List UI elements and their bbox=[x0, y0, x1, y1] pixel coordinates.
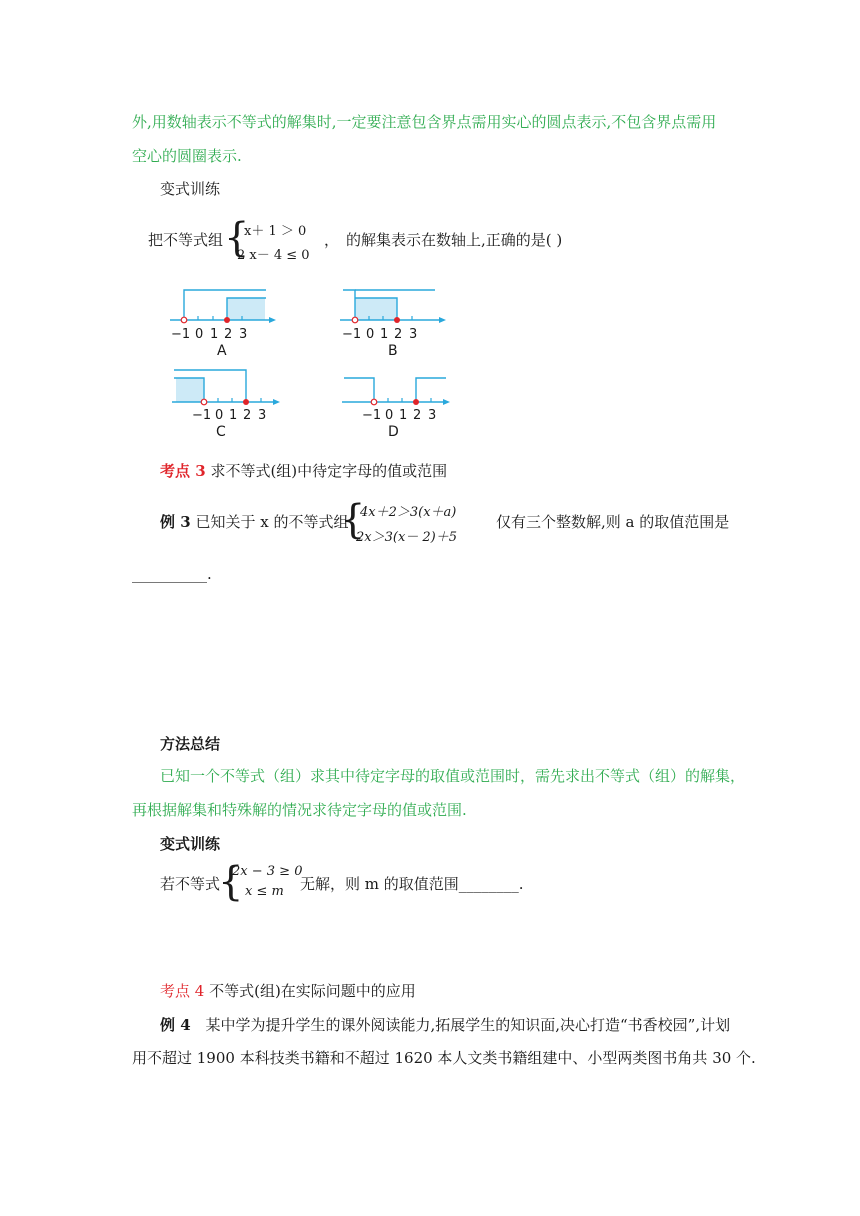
practice1-suffix: 的解集表示在数轴上,正确的是( ) bbox=[346, 231, 563, 249]
option-c-tick-label: 2 bbox=[243, 408, 252, 423]
note-line-2: 空心的圆圈表示. bbox=[132, 147, 242, 165]
option-a-number-line bbox=[168, 282, 288, 362]
option-c-axis-arrow bbox=[273, 399, 280, 405]
kaodian3-text: 求不等式(组)中待定字母的值或范围 bbox=[210, 462, 448, 480]
option-d-tick-label: 3 bbox=[428, 408, 437, 423]
option-c-tick-label: 1 bbox=[229, 408, 238, 423]
option-a-open-point bbox=[181, 317, 187, 323]
option-c-tick-label: 3 bbox=[258, 408, 267, 423]
option-b-tick-label: 2 bbox=[394, 327, 403, 342]
option-c-open-point bbox=[201, 399, 207, 405]
kaodian3-tag: 考点 3 bbox=[160, 462, 206, 480]
option-c-tick-label: −1 bbox=[192, 408, 212, 423]
method-line-2: 再根据解集和特殊解的情况求待定字母的值或范围. bbox=[132, 801, 467, 819]
practice2-prefix: 若不等式 bbox=[160, 875, 221, 893]
option-d-bracket-2 bbox=[416, 378, 446, 401]
option-b-bracket-1 bbox=[343, 290, 355, 319]
example3-ineq2: 2x＞3(x－ 2)＋5 bbox=[356, 530, 458, 545]
option-a-tick-label: 1 bbox=[210, 327, 219, 342]
example3-prefix-line bbox=[160, 512, 348, 532]
practice2-heading: 变式训练 bbox=[160, 835, 221, 853]
option-d-tick-label: −1 bbox=[362, 408, 382, 423]
option-a-axis-arrow bbox=[269, 317, 276, 323]
option-c-tick-label: 0 bbox=[215, 408, 224, 423]
option-a-solid-point bbox=[224, 317, 230, 323]
left-brace: { bbox=[340, 497, 366, 543]
option-d-solid-point bbox=[413, 399, 419, 405]
left-brace: { bbox=[224, 215, 250, 261]
kaodian4-line bbox=[160, 981, 416, 1001]
option-d-open-point bbox=[371, 399, 377, 405]
example3-suffix: 仅有三个整数解,则 a 的取值范围是 bbox=[496, 513, 730, 531]
example4-tag: 例 4 bbox=[160, 1016, 191, 1034]
option-c-label: C bbox=[216, 424, 226, 438]
option-d-tick-label: 2 bbox=[413, 408, 422, 423]
option-d-bracket-1 bbox=[344, 378, 374, 401]
option-b-tick-label: 0 bbox=[366, 327, 375, 342]
option-b-shaded-region bbox=[355, 298, 397, 320]
option-d-tick-label: 1 bbox=[399, 408, 408, 423]
practice1-ineq2: 2 x－ 4 ≤ 0 bbox=[237, 248, 310, 263]
practice2-suffix: 无解，则 m 的取值范围________. bbox=[300, 875, 524, 893]
option-d-label: D bbox=[388, 424, 399, 438]
option-a-shaded-region bbox=[227, 298, 265, 320]
option-b-open-point bbox=[352, 317, 358, 323]
option-b-axis-arrow bbox=[439, 317, 446, 323]
option-c-shaded-region bbox=[176, 378, 204, 402]
method-line-1: 已知一个不等式（组）求其中待定字母的取值或范围时，需先求出不等式（组）的解集， bbox=[160, 767, 746, 785]
left-brace: { bbox=[218, 859, 244, 905]
practice1-prefix: 把不等式组 bbox=[148, 231, 224, 249]
option-d-tick-label: 0 bbox=[385, 408, 394, 423]
option-b-tick-label: −1 bbox=[342, 327, 362, 342]
example4-line-1 bbox=[160, 1015, 730, 1035]
kaodian4-tag: 考点 4 bbox=[160, 982, 205, 1000]
example4-line-2: 用不超过 1900 本科技类书籍和不超过 1620 本人文类书籍组建中、小型两类图书角共 30 个. bbox=[132, 1049, 756, 1067]
example4-text-1: 某中学为提升学生的课外阅读能力,拓展学生的知识面,决心打造“书香校园”,计划 bbox=[205, 1016, 731, 1034]
option-a-tick-label: −1 bbox=[171, 327, 191, 342]
practice2-ineq2: x ≤ m bbox=[245, 884, 284, 899]
note-line-1: 外,用数轴表示不等式的解集时,一定要注意包含界点需用实心的圆点表示,不包含界点需用 bbox=[132, 113, 717, 131]
option-b-tick-label: 3 bbox=[409, 327, 418, 342]
practice1-comma: ， bbox=[324, 231, 340, 249]
kaodian4-text: 不等式(组)在实际问题中的应用 bbox=[209, 982, 416, 1000]
option-b-label: B bbox=[388, 343, 398, 359]
option-c-solid-point bbox=[243, 399, 249, 405]
option-b-solid-point bbox=[394, 317, 400, 323]
option-d-number-line bbox=[338, 366, 458, 438]
practice2-ineq1: 2x − 3 ≥ 0 bbox=[232, 864, 303, 879]
option-a-label: A bbox=[217, 343, 227, 359]
method-heading: 方法总结 bbox=[160, 735, 221, 753]
example3-answer-blank: __________. bbox=[132, 565, 212, 583]
example3-ineq1: 4x＋2＞3(x＋a) bbox=[360, 505, 457, 520]
option-a-tick-label: 3 bbox=[239, 327, 248, 342]
option-c-number-line bbox=[168, 366, 288, 438]
example3-tag: 例 3 bbox=[160, 513, 191, 531]
option-a-tick-label: 0 bbox=[195, 327, 204, 342]
option-a-tick-label: 2 bbox=[224, 327, 233, 342]
option-b-number-line bbox=[338, 282, 458, 362]
kaodian3-line bbox=[160, 461, 447, 481]
practice1-heading: 变式训练 bbox=[160, 180, 221, 198]
option-b-tick-label: 1 bbox=[380, 327, 389, 342]
example3-prefix: 已知关于 x 的不等式组 bbox=[195, 513, 349, 531]
practice1-ineq1: x＋ 1 ＞ 0 bbox=[244, 224, 307, 239]
option-d-axis-arrow bbox=[443, 399, 450, 405]
